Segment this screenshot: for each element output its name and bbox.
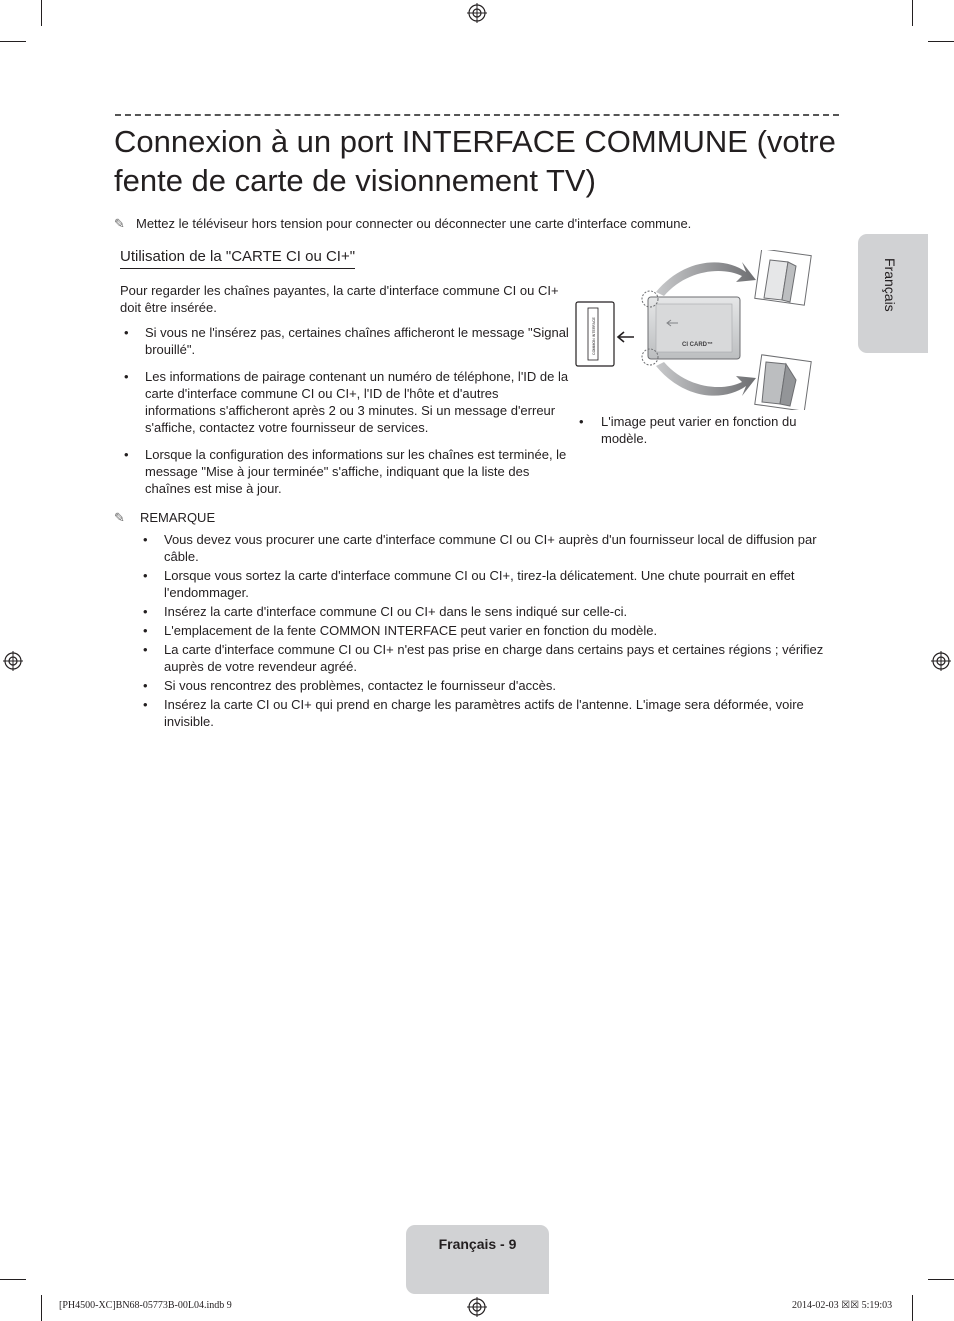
curved-arrow-icon [656, 262, 756, 296]
insert-arrow-icon [618, 332, 634, 342]
remark-title: REMARQUE [140, 510, 216, 525]
crop-mark [912, 1295, 913, 1321]
section-intro: Pour regarder les chaînes payantes, la carte d'interface commune CI ou CI+ doit être insérée. [120, 283, 559, 315]
print-slug-date: 2014-02-03 ☒☒ 5:19:03 [792, 1300, 893, 1311]
page-number: Français - 9 [438, 1236, 517, 1252]
page-footer-tab [406, 1225, 549, 1294]
registration-mark-icon [467, 3, 487, 23]
registration-mark-icon [3, 651, 23, 671]
remark-heading [114, 509, 215, 526]
pencil-note-icon: ✎ [114, 216, 125, 231]
crop-mark [0, 41, 26, 42]
crop-mark [928, 41, 954, 42]
registration-mark-icon [931, 651, 951, 671]
language-side-tab [858, 234, 928, 353]
list-item: • Si vous ne l'insérez pas, certaines chaînes afficheront le message "Signal brouillé". [120, 324, 572, 358]
list-item: • La carte d'interface commune CI ou CI+ n'est pas prise en charge dans certains pays et certaines régions ; vérifiez auprès de votre revendeur agréé. [140, 641, 832, 675]
crop-mark [41, 0, 42, 26]
list-item: • Lorsque vous sortez la carte d'interface commune CI ou CI+, tirez-la délicatement. Une chute pourrait en effet l'endommager. [140, 567, 832, 601]
pencil-note-icon: ✎ [114, 510, 125, 525]
list-item: • L'emplacement de la fente COMMON INTERFACE peut varier en fonction du modèle. [140, 622, 832, 639]
language-side-tab-label: Français [882, 258, 898, 312]
list-item: • Insérez la carte d'interface commune CI ou CI+ dans le sens indiqué sur celle-ci. [140, 603, 832, 620]
list-item: • Les informations de pairage contenant un numéro de téléphone, l'ID de la carte d'interface commune CI ou CI+, l'ID de l'hôte et d'autres informations s'afficheront après 2 ou 3 minutes. Si un message d'erreur s'affiche, contactez votre fournisseur de services. [120, 368, 572, 436]
ci-card-illustration [574, 250, 814, 410]
power-note-text: Mettez le téléviseur hors tension pour connecter ou déconnecter une carte d'interface commune. [136, 216, 692, 231]
section-heading: Utilisation de la "CARTE CI ou CI+" [120, 247, 355, 269]
figure-caption-list [578, 413, 818, 447]
list-item: • Vous devez vous procurer une carte d'interface commune CI ou CI+ auprès d'un fournisseur local de diffusion par câble. [140, 531, 832, 565]
remark-list [140, 531, 832, 732]
curved-arrow-icon [656, 362, 756, 396]
slot-label: COMMON INTERFACE [592, 317, 596, 355]
title-divider [115, 114, 839, 116]
crop-mark [41, 1295, 42, 1321]
figure-caption: • L'image peut varier en fonction du modèle. [578, 413, 818, 447]
list-item: • Insérez la carte CI ou CI+ qui prend en charge les paramètres actifs de l'antenne. L'image sera déformée, voire invisible. [140, 696, 832, 730]
registration-mark-icon [467, 1297, 487, 1317]
power-note [114, 215, 691, 232]
list-item: • Lorsque la configuration des informations sur les chaînes est terminée, le message "Mise à jour terminée" s'affiche, indiquant que la liste des chaînes est mise à jour. [120, 446, 572, 497]
page-title: Connexion à un port INTERFACE COMMUNE (votre fente de carte de visionnement TV) [114, 124, 836, 198]
crop-mark [912, 0, 913, 26]
print-slug-file: [PH4500-XC]BN68-05773B-00L04.indb 9 [59, 1300, 232, 1311]
crop-mark [0, 1279, 26, 1280]
ci-card-label: CI CARD™ [682, 342, 713, 348]
crop-mark [928, 1279, 954, 1280]
list-item: • Si vous rencontrez des problèmes, contactez le fournisseur d'accès. [140, 677, 832, 694]
section-bullet-list [120, 324, 572, 507]
